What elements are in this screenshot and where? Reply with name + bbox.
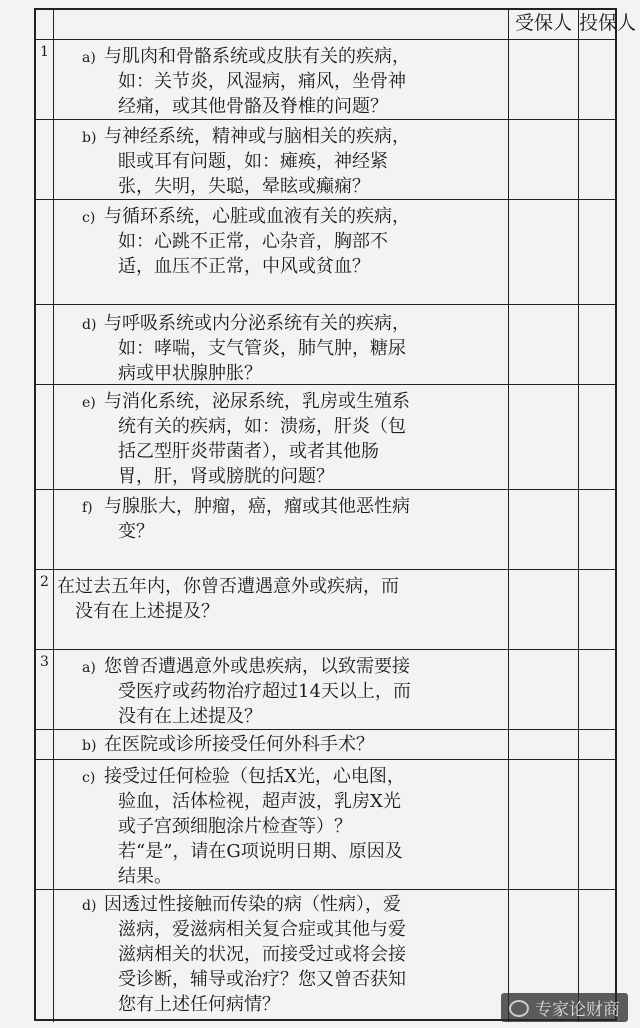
insured-answer-cell[interactable] [508, 570, 578, 649]
question-line: 因透过性接触而传染的病（性病），爱 [104, 894, 401, 915]
question-number [36, 890, 54, 1022]
insured-answer-cell[interactable] [508, 385, 578, 489]
question-sub-label: c) [82, 770, 96, 786]
question-text-cell [54, 890, 508, 1022]
question-line: 在医院或诊所接受任何外科手术？ [104, 734, 374, 755]
question-line: 若“是”，请在G项说明日期、原因及 [118, 841, 403, 862]
question-line: 如：心跳不正常，心杂音，胸部不 [118, 231, 388, 252]
header-insured: 受保人 [508, 10, 578, 39]
question-line: 或子宫颈细胞涂片检查等）？ [118, 816, 352, 837]
question-text-cell [54, 385, 508, 489]
table-header-row [36, 10, 637, 40]
header-applicant: 投保人 [578, 10, 617, 39]
question-row [36, 120, 615, 200]
question-line: 适，血压不正常，中风或贫血？ [118, 256, 370, 277]
question-line: 眼或耳有问题，如：瘫痪，神经紧 [118, 151, 388, 172]
question-line: 在过去五年内，你曾否遭遇意外或疾病，而 [57, 576, 399, 597]
question-number [36, 385, 54, 489]
question-text-cell [54, 570, 508, 649]
question-number: 3 [36, 650, 54, 729]
question-line: 与呼吸系统或内分泌系统有关的疾病， [104, 313, 410, 334]
applicant-answer-cell[interactable] [578, 40, 617, 119]
question-line: 与肌肉和骨骼系统或皮肤有关的疾病， [104, 46, 410, 67]
insured-answer-cell[interactable] [508, 650, 578, 729]
question-text-cell [54, 650, 508, 729]
question-text-cell [54, 760, 508, 889]
question-line: 与消化系统，泌尿系统，乳房或生殖系 [104, 391, 410, 412]
question-sub-label: c) [82, 210, 96, 226]
question-line: 受诊断，辅导或治疗？您又曾否获知 [118, 969, 406, 990]
applicant-answer-cell[interactable] [578, 385, 617, 489]
applicant-answer-cell[interactable] [578, 760, 617, 889]
question-line: 与腺胀大，肿瘤，癌，瘤或其他恶性病 [104, 496, 410, 517]
question-number: 2 [36, 570, 54, 649]
question-line: 滋病，爱滋病相关复合症或其他与爱 [118, 919, 406, 940]
insured-answer-cell[interactable] [508, 730, 578, 759]
question-number [36, 120, 54, 199]
question-line: 胃，肝，肾或膀胱的问题？ [118, 466, 334, 487]
wechat-icon [509, 1000, 529, 1017]
question-row [36, 730, 615, 760]
question-line: 您曾否遭遇意外或患疾病，以致需要接 [104, 656, 410, 677]
question-line: 变？ [118, 521, 154, 542]
watermark-text: 专家论财商 [535, 1000, 620, 1020]
question-number [36, 200, 54, 304]
applicant-answer-cell[interactable] [578, 490, 617, 569]
insured-answer-cell[interactable] [508, 120, 578, 199]
question-sub-label: d) [82, 898, 97, 914]
header-num-cell [36, 10, 54, 39]
question-sub-label: b) [82, 130, 97, 146]
applicant-answer-cell[interactable] [578, 120, 617, 199]
question-row [36, 490, 615, 570]
question-row [36, 650, 615, 730]
applicant-answer-cell[interactable] [578, 730, 617, 759]
question-number [36, 490, 54, 569]
question-line: 验血，活体检视，超声波，乳房X光 [118, 791, 401, 812]
question-line: 与循环系统，心脏或血液有关的疾病， [104, 206, 410, 227]
question-line: 接受过任何检验（包括X光，心电图， [104, 766, 405, 787]
question-line: 没有在上述提及？ [75, 601, 219, 622]
question-line: 受医疗或药物治疗超过14天以上，而 [118, 681, 411, 702]
health-declaration-table [34, 8, 637, 1021]
question-line: 统有关的疾病，如：溃疡，肝炎（包 [118, 416, 406, 437]
question-text-cell [54, 730, 508, 759]
question-sub-label: d) [82, 317, 97, 333]
question-row [36, 385, 615, 490]
question-text-cell [54, 200, 508, 304]
question-sub-label: b) [82, 738, 97, 754]
question-row [36, 305, 615, 385]
question-row [36, 200, 615, 305]
question-row [36, 570, 615, 650]
question-sub-label: a) [82, 660, 96, 676]
question-number: 1 [36, 40, 54, 119]
question-line: 如：关节炎，风湿病，痛风，坐骨神 [118, 71, 406, 92]
question-line: 没有在上述提及？ [118, 706, 262, 727]
question-row [36, 40, 615, 120]
insured-answer-cell[interactable] [508, 305, 578, 384]
question-line: 滋病相关的状况，而接受过或将会接 [118, 944, 406, 965]
question-sub-label: f) [82, 500, 93, 516]
question-sub-label: e) [82, 395, 96, 411]
question-line: 如：哮喘，支气管炎，肺气肿，糖尿 [118, 338, 406, 359]
insured-answer-cell[interactable] [508, 40, 578, 119]
applicant-answer-cell[interactable] [578, 200, 617, 304]
question-line: 括乙型肝炎带菌者），或者其他肠 [118, 441, 379, 462]
question-row [36, 760, 615, 890]
watermark [501, 993, 628, 1022]
question-text-cell [54, 490, 508, 569]
insured-answer-cell[interactable] [508, 760, 578, 889]
question-number [36, 760, 54, 889]
applicant-answer-cell[interactable] [578, 650, 617, 729]
applicant-answer-cell[interactable] [578, 570, 617, 649]
question-line: 经痛，或其他骨骼及脊椎的问题？ [118, 96, 388, 117]
insured-answer-cell[interactable] [508, 200, 578, 304]
question-text-cell [54, 120, 508, 199]
question-text-cell [54, 40, 508, 119]
question-line: 您有上述任何病情？ [118, 994, 280, 1015]
question-sub-label: a) [82, 50, 96, 66]
applicant-answer-cell[interactable] [578, 305, 617, 384]
question-text-cell [54, 305, 508, 384]
question-line: 结果。 [118, 866, 172, 887]
question-line: 病或甲状腺肿胀？ [118, 363, 262, 384]
question-number [36, 305, 54, 384]
insured-answer-cell[interactable] [508, 490, 578, 569]
question-number [36, 730, 54, 759]
question-line: 张，失明，失聪，晕眩或癫痫？ [118, 176, 370, 197]
header-question-cell [54, 10, 508, 39]
question-line: 与神经系统，精神或与脑相关的疾病， [104, 126, 410, 147]
